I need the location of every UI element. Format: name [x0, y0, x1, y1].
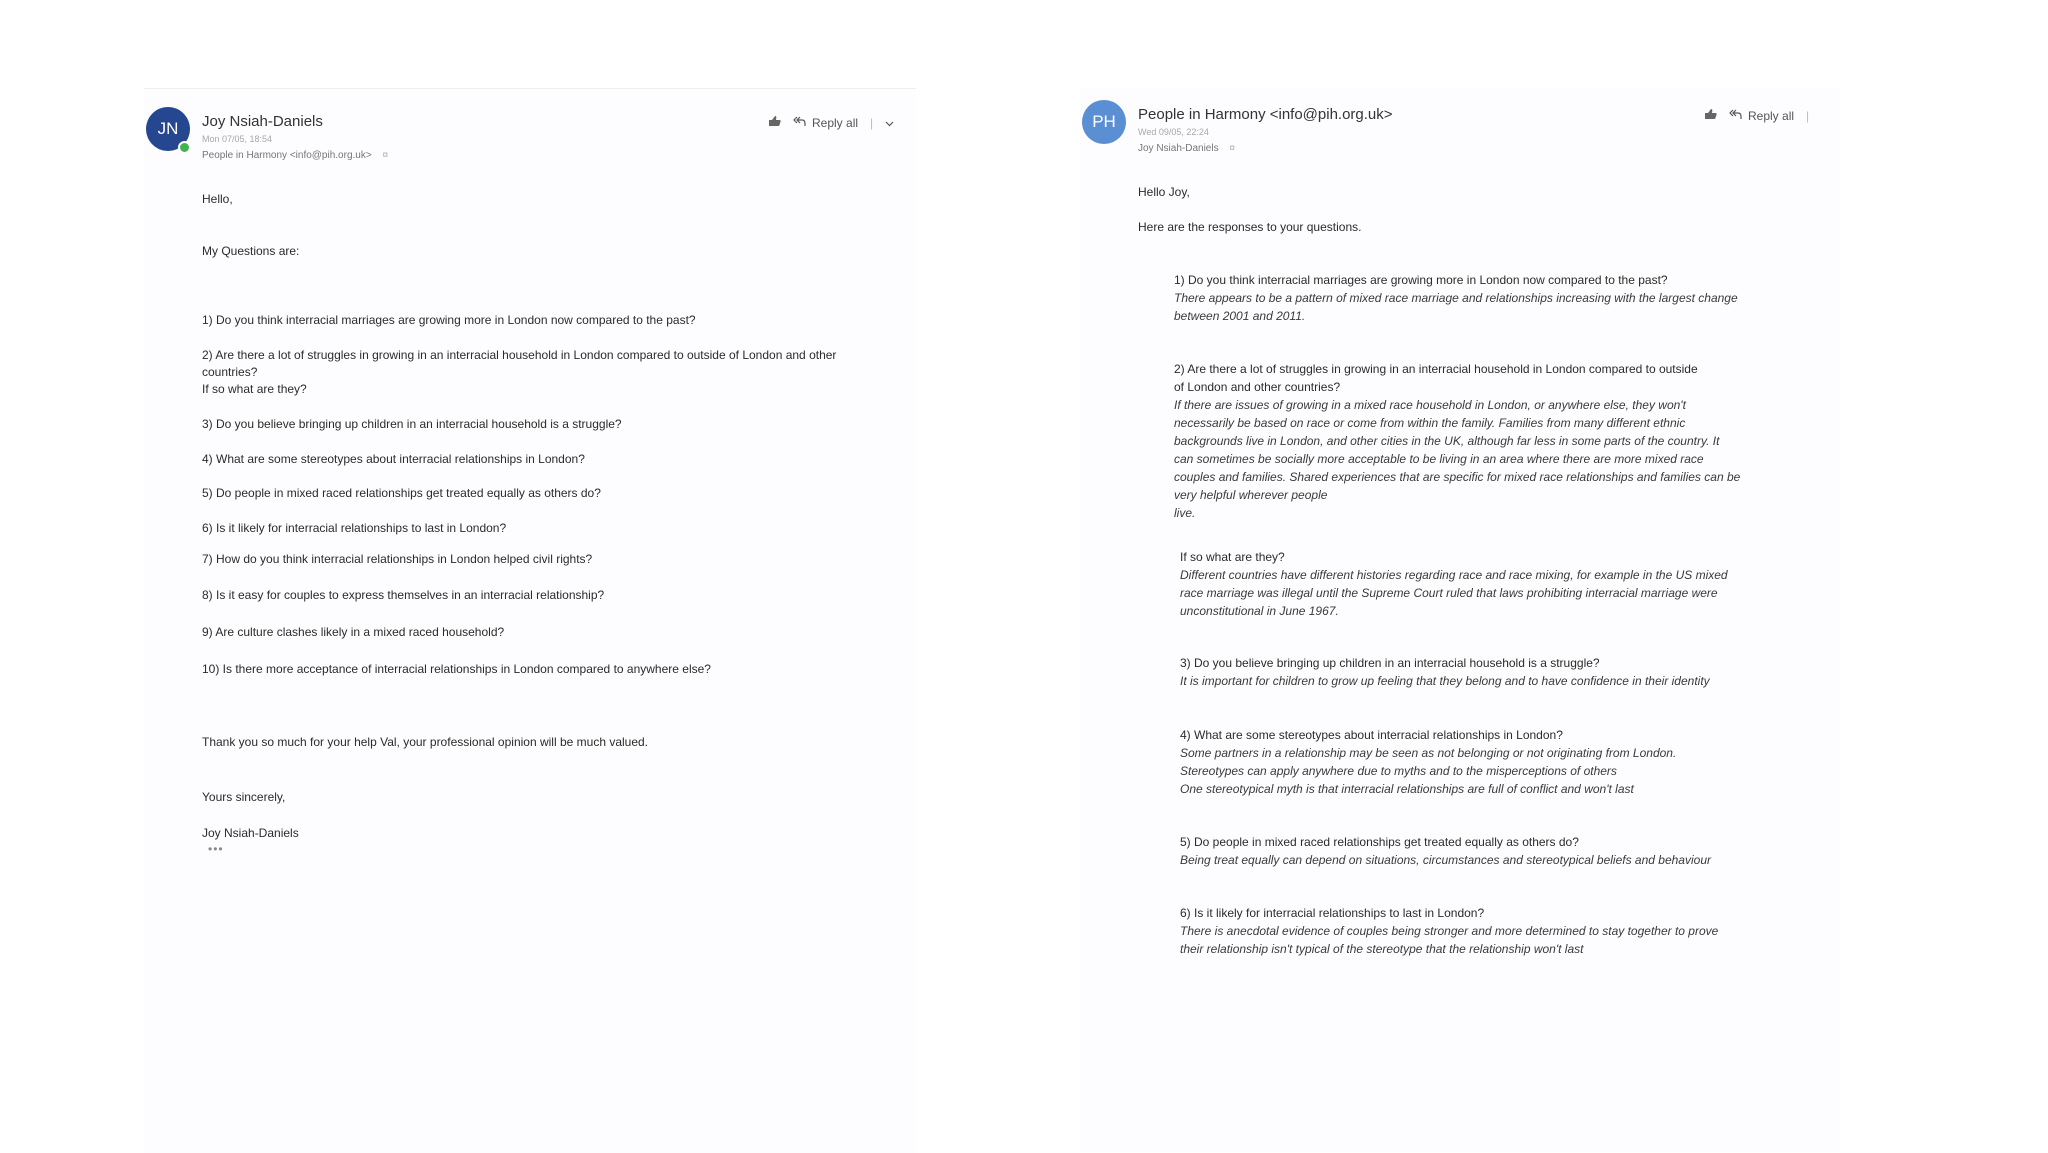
- question-2: 2) Are there a lot of struggles in growing in an interracial household in London compared to outside of London and other: [202, 348, 837, 362]
- question-4: 4) What are some stereotypes about interracial relationships in London?: [1180, 728, 1563, 742]
- question-2-sub: If so what are they?: [1180, 550, 1285, 564]
- recipient-address: Joy Nsiah-Daniels: [1138, 143, 1219, 154]
- avatar-initials: PH: [1092, 112, 1116, 131]
- message-header: [144, 89, 916, 189]
- signoff: Yours sincerely,: [202, 790, 286, 804]
- recipient[interactable]: [202, 150, 388, 161]
- question-2-cont: countries?: [202, 365, 258, 379]
- question-6: 6) Is it likely for interracial relationships to last in London?: [1180, 906, 1485, 920]
- question-7: 7) How do you think interracial relationships in London helped civil rights?: [202, 552, 593, 566]
- recipient-address: People in Harmony <info@pih.org.uk>: [202, 150, 372, 161]
- recipient[interactable]: [1138, 143, 1235, 154]
- expand-recipients-icon[interactable]: ¤: [382, 150, 389, 161]
- question-2: 2) Are there a lot of struggles in growing in an interracial household in London compared to outside: [1174, 362, 1698, 376]
- presence-online-icon: [178, 141, 191, 154]
- answer-1: There appears to be a pattern of mixed race marriage and relationships increasing with the largest change: [1174, 291, 1738, 305]
- expand-recipients-icon[interactable]: ¤: [1229, 143, 1235, 154]
- message-actions: [768, 115, 894, 130]
- question-5: 5) Do people in mixed raced relationships get treated equally as others do?: [202, 486, 601, 500]
- intro-text: My Questions are:: [202, 244, 300, 258]
- answer-2-cont: backgrounds live in London, and other cities in the UK, although far less in some parts of the country. It: [1174, 434, 1720, 448]
- chevron-down-icon[interactable]: [885, 116, 894, 130]
- greeting: Hello,: [202, 192, 233, 206]
- intro-text: Here are the responses to your questions.: [1138, 220, 1362, 234]
- avatar[interactable]: [1082, 100, 1126, 144]
- answer-4-cont: One stereotypical myth is that interracial relationships are full of conflict and won't last: [1180, 782, 1634, 796]
- reply-all-label: Reply all: [1748, 108, 1795, 123]
- sender-name[interactable]: People in Harmony <info@pih.org.uk>: [1138, 106, 1393, 123]
- show-trimmed-content-button[interactable]: •••: [208, 842, 224, 856]
- answer-2-sub-cont: unconstitutional in June 1967.: [1180, 604, 1339, 618]
- question-6: 6) Is it likely for interracial relationships to last in London?: [202, 521, 507, 535]
- reply-all-label: Reply all: [812, 115, 859, 130]
- answer-4: Some partners in a relationship may be seen as not belonging or not originating from London.: [1180, 746, 1677, 760]
- answer-2-cont: live.: [1174, 506, 1196, 520]
- answer-2-sub: Different countries have different histories regarding race and race mixing, for example in the US mixed: [1180, 568, 1728, 582]
- reply-all-icon: [793, 116, 806, 130]
- thanks-text: Thank you so much for your help Val, your professional opinion will be much valued.: [202, 735, 649, 749]
- question-1: 1) Do you think interracial marriages are growing more in London now compared to the past?: [202, 313, 696, 327]
- reply-all-button[interactable]: [1729, 109, 1794, 123]
- answer-4-cont: Stereotypes can apply anywhere due to myths and to the misperceptions of others: [1180, 764, 1617, 778]
- action-divider: |: [870, 115, 874, 130]
- email-message-pih: [1080, 88, 1840, 1152]
- question-5: 5) Do people in mixed raced relationships get treated equally as others do?: [1180, 835, 1579, 849]
- answer-3: It is important for children to grow up feeling that they belong and to have confidence in their identity: [1180, 674, 1710, 688]
- thumbs-up-icon[interactable]: [1704, 108, 1717, 123]
- message-actions: [1704, 108, 1809, 123]
- answer-2-cont: couples and families. Shared experiences that are specific for mixed race relationships and families can be: [1174, 470, 1741, 484]
- message-date: Mon 07/05, 18:54: [202, 134, 273, 144]
- question-3: 3) Do you believe bringing up children in an interracial household is a struggle?: [202, 417, 622, 431]
- message-header: [1080, 88, 1840, 188]
- greeting: Hello Joy,: [1138, 185, 1190, 199]
- answer-2-cont: very helpful wherever people: [1174, 488, 1328, 502]
- answer-2-cont: can sometimes be socially more acceptable to be living in an area where there are more mixed race: [1174, 452, 1704, 466]
- email-message-joy: [144, 88, 916, 1153]
- question-3: 3) Do you believe bringing up children in an interracial household is a struggle?: [1180, 656, 1600, 670]
- action-divider: |: [1806, 108, 1810, 123]
- answer-1-cont: between 2001 and 2011.: [1174, 309, 1306, 323]
- question-10: 10) Is there more acceptance of interracial relationships in London compared to anywhere else?: [202, 662, 711, 676]
- sender-name[interactable]: Joy Nsiah-Daniels: [202, 113, 323, 130]
- reply-all-icon: [1729, 109, 1742, 123]
- answer-6-cont: their relationship isn't typical of the stereotype that the relationship won't last: [1180, 942, 1584, 956]
- reply-all-button[interactable]: [793, 116, 858, 130]
- question-8: 8) Is it easy for couples to express themselves in an interracial relationship?: [202, 588, 605, 602]
- question-4: 4) What are some stereotypes about interracial relationships in London?: [202, 452, 585, 466]
- thumbs-up-icon[interactable]: [768, 115, 781, 130]
- answer-6: There is anecdotal evidence of couples being stronger and more determined to stay together to prove: [1180, 924, 1719, 938]
- answer-5: Being treat equally can depend on situations, circumstances and stereotypical beliefs and behaviour: [1180, 853, 1711, 867]
- answer-2: If there are issues of growing in a mixed race household in London, or anywhere else, they won't: [1174, 398, 1686, 412]
- message-date: Wed 09/05, 22:24: [1138, 127, 1209, 137]
- signature: Joy Nsiah-Daniels: [202, 826, 299, 840]
- question-2-sub: If so what are they?: [202, 382, 307, 396]
- question-1: 1) Do you think interracial marriages are growing more in London now compared to the past?: [1174, 273, 1668, 287]
- avatar-initials: JN: [157, 119, 179, 138]
- answer-2-sub-cont: race marriage was illegal until the Supreme Court ruled that laws prohibiting interracial marriage were: [1180, 586, 1718, 600]
- answer-2-cont: necessarily be based on race or come from within the family. Families from many different ethnic: [1174, 416, 1686, 430]
- question-9: 9) Are culture clashes likely in a mixed raced household?: [202, 625, 505, 639]
- question-2-cont: of London and other countries?: [1174, 380, 1341, 394]
